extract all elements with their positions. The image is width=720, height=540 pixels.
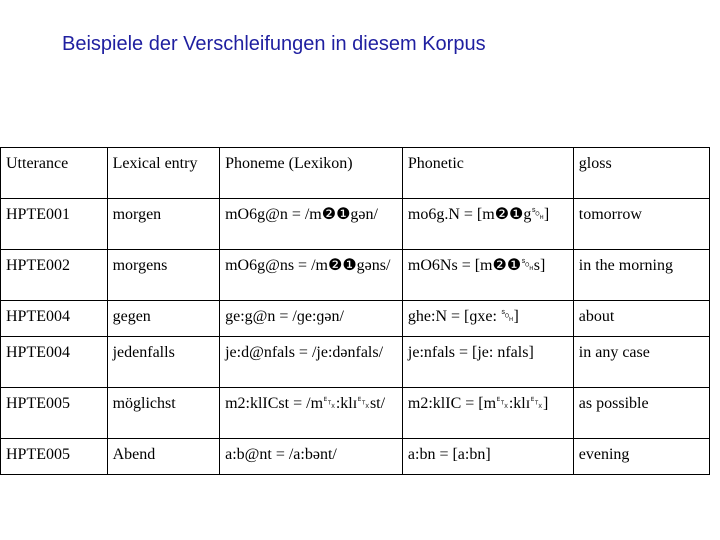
table-cell: m2:klIC = [m␃:klɪ␃]: [402, 388, 573, 439]
table-cell: mO6g@ns = /m❷❶gəns/: [220, 250, 403, 301]
table-cell: as possible: [573, 388, 709, 439]
table-cell: a:bn = [a:bn]: [402, 439, 573, 475]
table-cell: möglichst: [107, 388, 220, 439]
table-row: [1, 250, 710, 301]
slide-title: Beispiele der Verschleifungen in diesem Korpus: [62, 33, 486, 55]
header-cell: Phoneme (Lexikon): [220, 148, 403, 199]
table-cell: HPTE004: [1, 337, 108, 388]
examples-table: [0, 147, 710, 475]
table-cell: evening: [573, 439, 709, 475]
header-cell: Utterance: [1, 148, 108, 199]
table-cell: in any case: [573, 337, 709, 388]
table-cell: morgen: [107, 199, 220, 250]
table-cell: in the morning: [573, 250, 709, 301]
table-cell: mO6g@n = /m❷❶gən/: [220, 199, 403, 250]
table-row: [1, 301, 710, 337]
table-cell: HPTE005: [1, 439, 108, 475]
table-cell: mO6Ns = [m❷❶␁s]: [402, 250, 573, 301]
table-cell: Abend: [107, 439, 220, 475]
table-cell: HPTE002: [1, 250, 108, 301]
table-cell: m2:klICst = /m␃:klɪ␃st/: [220, 388, 403, 439]
table-cell: je:nfals = [je: nfals]: [402, 337, 573, 388]
table-cell: mo6g.N = [m❷❶g␁]: [402, 199, 573, 250]
table-cell: ge:g@n = /ɡe:ɡən/: [220, 301, 403, 337]
table-cell: tomorrow: [573, 199, 709, 250]
header-row: [1, 148, 710, 199]
table-cell: morgens: [107, 250, 220, 301]
table-row: [1, 439, 710, 475]
header-cell: Lexical entry: [107, 148, 220, 199]
table-cell: gegen: [107, 301, 220, 337]
header-cell: Phonetic: [402, 148, 573, 199]
table-row: [1, 388, 710, 439]
table-cell: jedenfalls: [107, 337, 220, 388]
table-cell: about: [573, 301, 709, 337]
table-cell: ghe:N = [ɡxe: ␁]: [402, 301, 573, 337]
table-row: [1, 337, 710, 388]
table-cell: HPTE001: [1, 199, 108, 250]
table-cell: HPTE005: [1, 388, 108, 439]
table-cell: HPTE004: [1, 301, 108, 337]
header-cell: gloss: [573, 148, 709, 199]
table-cell: je:d@nfals = /je:dənfals/: [220, 337, 403, 388]
table-row: [1, 199, 710, 250]
table-cell: a:b@nt = /a:bənt/: [220, 439, 403, 475]
